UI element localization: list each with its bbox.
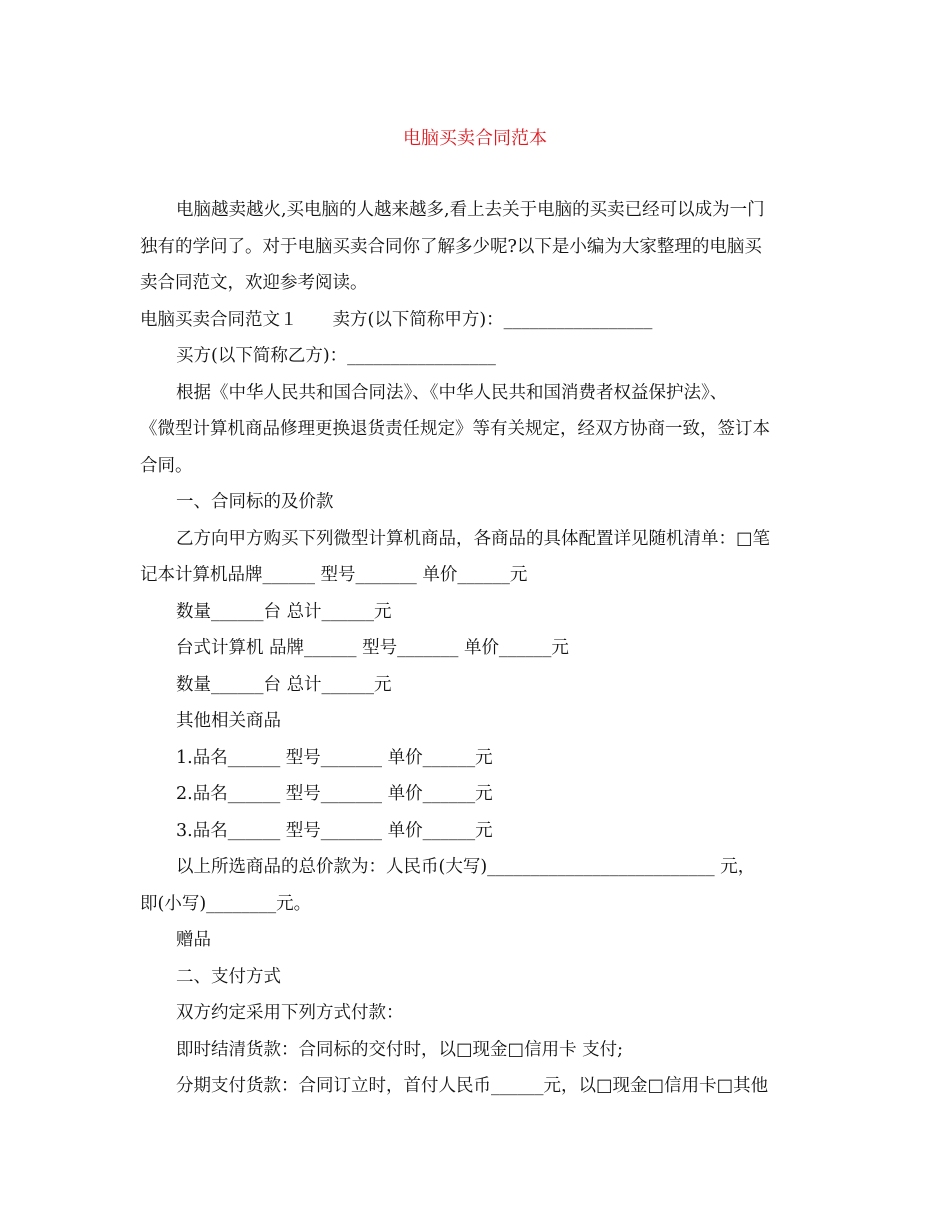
body-line: 即时结清货款：合同标的交付时，以□现金□信用卡 支付; (176, 1039, 624, 1060)
body-line: 买方(以下简称乙方)：_________________ (176, 346, 496, 366)
document-title: 电脑买卖合同范本 (403, 128, 547, 149)
body-line: 即(小写)________元。 (140, 893, 312, 914)
body-line: 台式计算机 品牌______ 型号_______ 单价______元 (176, 638, 569, 658)
body-line: 3.品名______ 型号_______ 单价______元 (176, 820, 493, 841)
body-line: 数量______台 总计______元 (176, 674, 392, 695)
body-line: 赠品 (176, 930, 211, 950)
body-line: 合同。 (140, 455, 193, 476)
body-line: 根据《中华人民共和国合同法》、《中华人民共和国消费者权益保护法》、 (176, 382, 728, 403)
body-line: 其他相关商品 (176, 711, 281, 731)
body-line: 双方约定采用下列方式付款： (176, 1003, 404, 1023)
body-line: 1.品名______ 型号_______ 单价______元 (176, 747, 493, 768)
body-line: 卖合同范文，欢迎参考阅读。 (140, 273, 368, 293)
body-line: 乙方向甲方购买下列微型计算机商品，各商品的具体配置详见随机清单：□笔 (176, 528, 771, 549)
body-line: 记本计算机品牌______ 型号_______ 单价______元 (140, 565, 528, 585)
body-line: 二、支付方式 (176, 966, 281, 987)
body-line: 电脑买卖合同范文１ 卖方(以下简称甲方)：_________________ (140, 309, 653, 330)
body-line: 电脑越卖越火,买电脑的人越来越多,看上去关于电脑的买卖已经可以成为一门 (176, 200, 765, 220)
body-line: 以上所选商品的总价款为：人民币(大写)__________________________ 元， (176, 857, 756, 877)
body-line: 《微型计算机商品修理更换退货责任规定》等有关规定，经双方协商一致，签订本 (140, 419, 770, 439)
body-line: 2.品名______ 型号_______ 单价______元 (176, 784, 493, 804)
body-line: 独有的学问了。对于电脑买卖合同你了解多少呢?以下是小编为大家整理的电脑买 (140, 236, 762, 257)
document-body (140, 192, 812, 1105)
body-line: 一、合同标的及价款 (176, 492, 334, 512)
body-line: 分期支付货款：合同订立时，首付人民币______元，以□现金□信用卡□其他 (176, 1076, 769, 1096)
body-line: 数量______台 总计______元 (176, 601, 392, 622)
